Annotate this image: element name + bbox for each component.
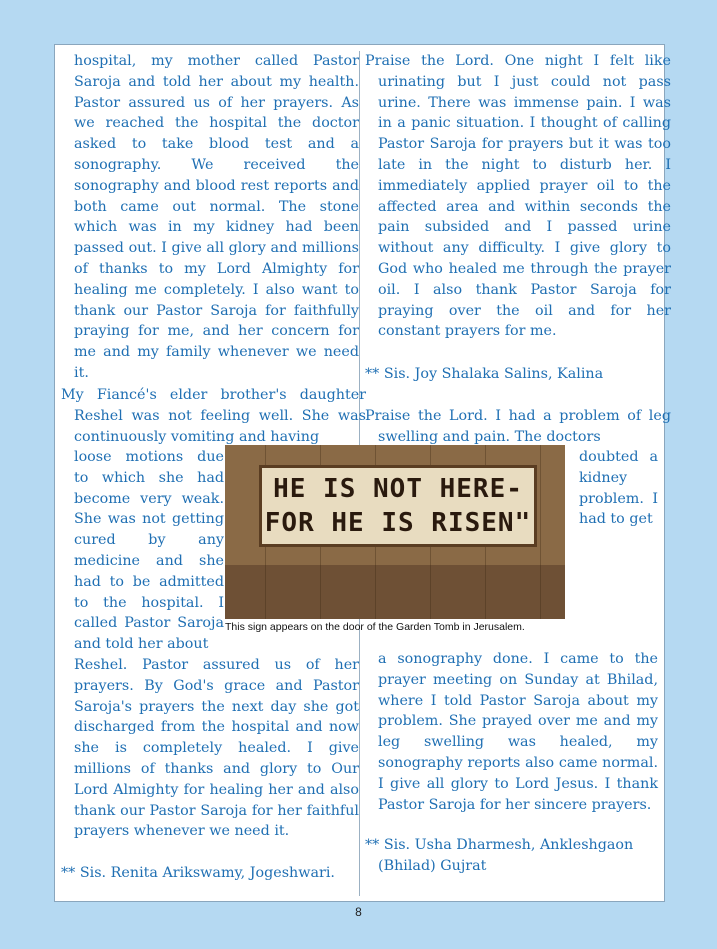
photo-caption: This sign appears on the door of the Garden Tomb in Jerusalem. <box>225 621 525 633</box>
left-signature: ** Sis. Renita Arikswamy, Jogeshwari. <box>61 865 335 881</box>
right-paragraph-2-wrap: doubted a kidney problem. I had to get <box>579 449 658 528</box>
right-paragraph-2-top: Praise the Lord. I had a problem of leg swelling and pain. The doctors <box>365 408 671 445</box>
left-paragraph-1: hospital, my mother called Pastor Saroja and told her about my health. Pastor assured us of her prayers. As we reached the hospital the doctor asked to take blood test and a sonography. We received the sonography and blood rest reports and both came out normal. The stone which was in my kidney had been passed out. I give all glory and millions of thanks to my Lord Almighty for healing me completely. I also want to thank our Pastor Saroja for faithfully praying for me, and her concern for me and my family whenever we need it. <box>74 53 359 381</box>
sign-line-1: HE IS NOT HERE- <box>273 474 523 504</box>
sign-line-2: FOR HE IS RISEN" <box>264 508 532 538</box>
left-paragraph-2-bottom: Reshel. Pastor assured us of her prayers. By God's grace and Pastor Saroja's prayers the next day she got discharged from the hospital and now she is completely healed. I give millions of thanks and glory to Our Lord Almighty for healing her and also thank our Pastor Saroja for her faithful prayers whenever we need it. <box>74 657 359 840</box>
right-signature-2-line1: ** Sis. Usha Dharmesh, Ankleshgaon <box>365 837 634 853</box>
right-paragraph-2-bottom: a sonography done. I came to the prayer meeting on Sunday at Bhilad, where I told Pastor Saroja about my problem. She prayed over me and my leg swelling was healed, my sonography reports also came normal. I give all glory to Lord Jesus. I thank Pastor Saroja for her sincere prayers. <box>378 651 658 813</box>
garden-tomb-sign-photo <box>225 445 565 619</box>
wooden-fence <box>225 565 565 619</box>
right-signature-1: ** Sis. Joy Shalaka Salins, Kalina <box>365 366 604 382</box>
left-paragraph-2-top: My Fiancé's elder brother's daughter Reshel was not feeling well. She was continuously vomiting and having <box>61 387 366 445</box>
page-number: 8 <box>355 905 362 919</box>
right-signature-2-line2: (Bhilad) Gujrat <box>378 858 487 874</box>
newsletter-page <box>54 44 671 902</box>
wooden-sign <box>259 465 537 547</box>
left-paragraph-2-wrap: loose motions due to which she had become very weak. She was not getting cured by any medicine and she had to be admitted to the hospital. I called Pastor Saroja and told her about <box>74 449 224 653</box>
right-paragraph-1: Praise the Lord. One night I felt like urinating but I just could not pass urine. There was immense pain. I was in a panic situation. I thought of calling Pastor Saroja for prayers but it was too late in the night to disturb her. I immediately applied prayer oil to the affected area and within seconds the pain subsided and I passed urine without any difficulty. I give glory to God who healed me through the prayer oil. I also thank Pastor Saroja for praying over the oil and for her constant prayers for me. <box>365 53 671 340</box>
